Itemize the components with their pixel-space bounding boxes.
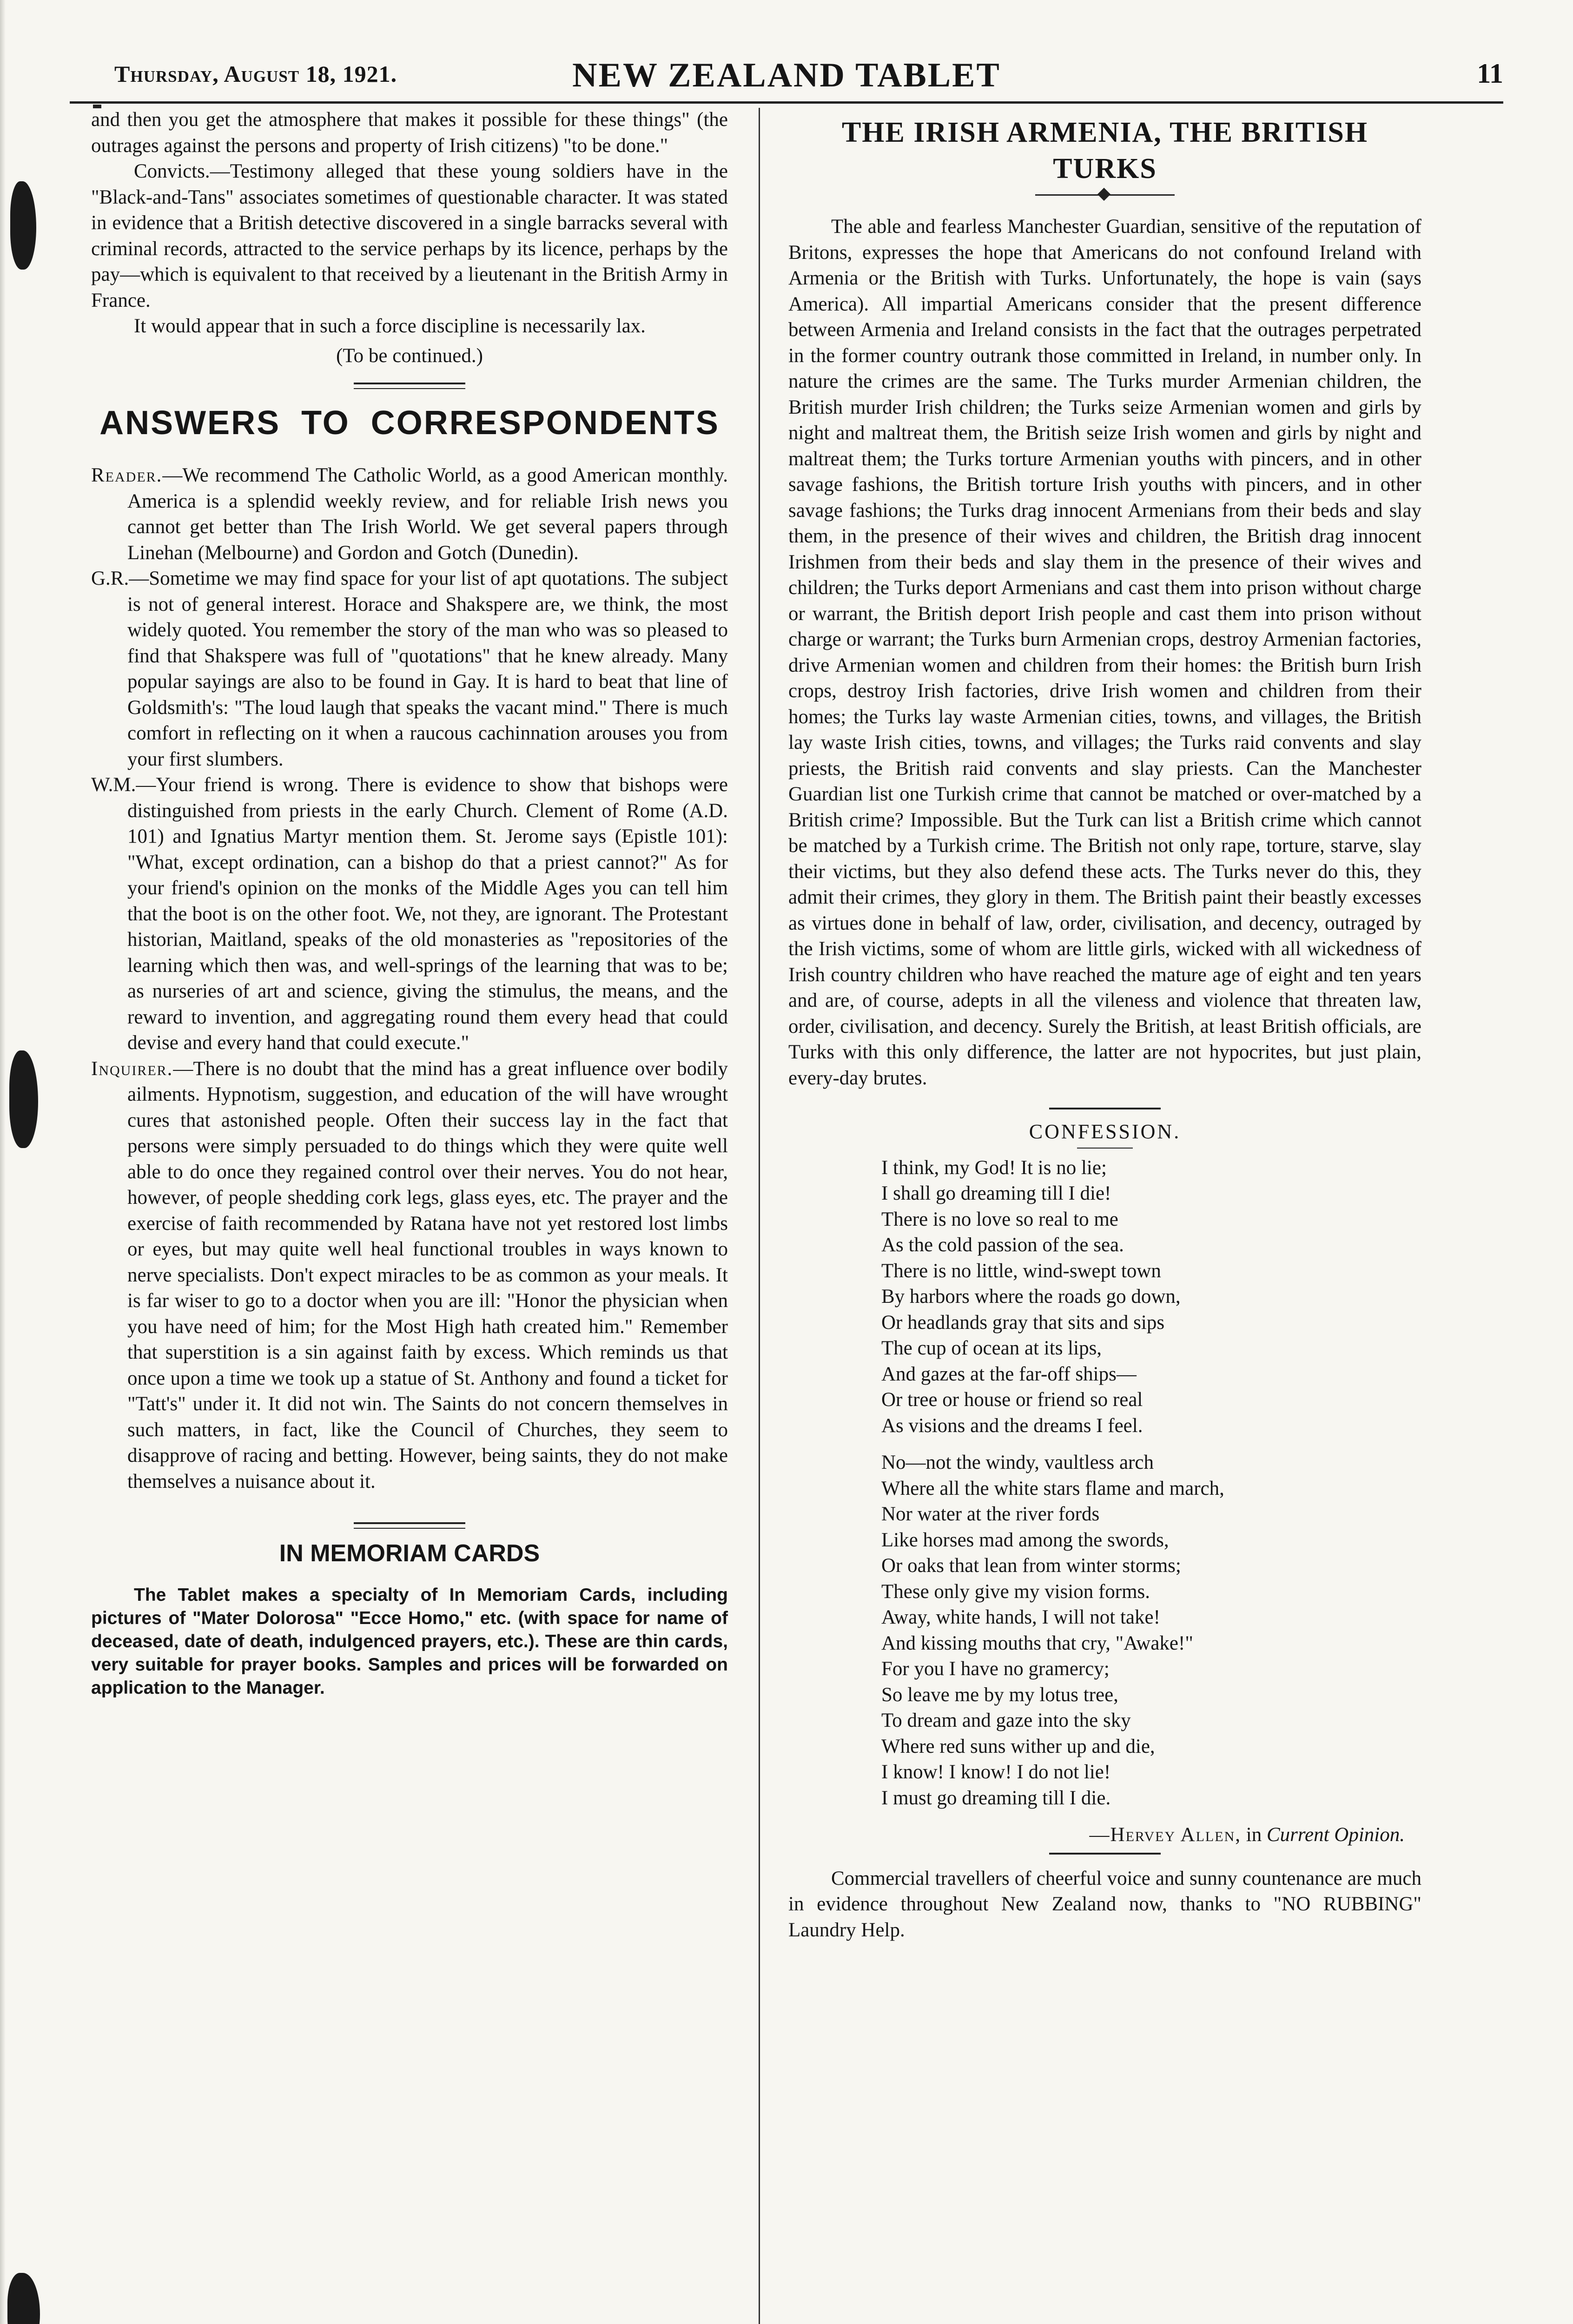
article-heading: THE IRISH ARMENIA, THE BRITISH TURKS <box>841 117 1368 185</box>
poem-line: These only give my vision forms. <box>881 1580 1150 1603</box>
memoriam-notice: The Tablet makes a specialty of In Memoriam Cards, including pictures of "Mater Dolorosa" "Ecce Homo," etc. (with space for name of deceased, date of death, indulgenced prayers, etc.). These are thin cards, very suitable for prayer books. Samples and prices will be forwarded on application to the Manager. <box>91 1585 728 1698</box>
answer-reader <box>91 462 728 566</box>
poem-line: Away, white hands, I will not take! <box>881 1606 1160 1628</box>
poem-line: To dream and gaze into the sky <box>881 1710 1131 1731</box>
poem-line: Or headlands gray that sits and sips <box>881 1311 1165 1334</box>
poem-line: I must go dreaming till I die. <box>881 1787 1111 1809</box>
poem-attribution <box>788 1822 1421 1848</box>
article-body: The able and fearless Manchester Guardian, sensitive of the reputation of Britons, expresses the hope that Americans do not confound Ireland with Armenia or the British with Turks. Unfortunately, the hope is vain (says America). All impartial Americans consider that the present difference between Armenia and Ireland consists in the fact that the outrages perpetrated in the former country outrank those committed in Ireland, in number only. In nature the crimes are the same. The Turks murder Armenian children, the British murder Irish children; the Turks seize Armenian women and girls by night and maltreat them, the British seize Irish women and girls by night and maltreat them; the Turks torture Armenian youths with pincers, and in other savage fashions, the British torture Irish youths with pincers, and in other savage fashions; the Turks drag innocent Armenians from their beds and slay them, in the presence of their wives and children, the British drag innocent Irishmen from their beds and slay them in the presence of their wives and children; the Turks deport Armenians and cast them into prison without charge or warrant, the British deport Irish people and cast them into prison without charge or warrant; the Turks burn Armenian crops, destroy Armenian factories, drive Armenian women and children from their homes: the British burn Irish crops, destroy Irish factories, drive Irish women and children from their homes; the Turks lay waste Armenian cities, towns, and villages, the British lay waste Irish cities, towns, and villages; the Turks raid convents and slay priests, the British raid convents and slay priests. Can the Manchester Guardian list one Turkish crime that cannot be matched or over-matched by a British crime? Impossible. But the Turk can list a British crime which cannot be matched by a Turkish crime. The British not only rape, torture, starve, slay their victims, but they also defend these acts. The Turks never do this, they admit their crimes, they glory in them. The British paint their beastly excesses as virtues done in behalf of law, order, civilisation, and decency, outraged by the Irish victims, some of whom are little girls, wicked with all wickedness of Irish country children who have reached the mature age of eight and ten years and are, of course, adepts in all the vileness and violence that threaten law, order, civilisation, and decency. Surely the British, at least British officials, are Turks with this only difference, the latter are not hypocrites, but just plain, every-day brutes. <box>788 216 1421 1089</box>
answer-wm <box>91 772 728 1056</box>
answer-text: —There is no doubt that the mind has a great influence over bodily ailments. Hypnotism, suggestion, and education of the will have wrought cures that astonished people. Often their success lay in the fact that persons were simply persuaded to do things which they were quite well able to do once they regained control over their nerves. You do not hear, however, of people shedding cork legs, glass eyes, etc. The prayer and the exercise of faith recommended by Ratana have not yet restored lost limbs or eyes, but may quite well heal functional troubles in ways known to nerve specialists. Don't expect miracles to be as common as your meals. It is far wiser to go to a doctor when you are ill: "Honor the physician when you have need of him; for the Most High hath created him." Remember that superstition is a sin against faith by excess. Which reminds us that once upon a time we took up a statue of St. Anthony and found a ticket for "Tatt's" under it. It did not win. The Saints do not concern themselves in such matters, in fact, like the Council of Churches, they seem to disapprove of racing and betting. However, being saints, they do not make themselves a nuisance about it. <box>127 1057 728 1492</box>
margin-stamp-mark <box>10 181 36 270</box>
section-divider <box>1077 1148 1133 1149</box>
section-divider <box>354 388 465 389</box>
poem-line: Like horses mad among the swords, <box>881 1529 1169 1551</box>
poem-line: Nor water at the river fords <box>881 1503 1100 1525</box>
masthead <box>70 51 1503 102</box>
continuation-paragraph: It would appear that in such a force discipline is necessarily lax. <box>134 315 646 337</box>
poem-line: There is no little, wind-swept town <box>881 1260 1161 1282</box>
poem-stanza <box>881 1450 1421 1811</box>
section-divider <box>1049 1108 1161 1109</box>
newspaper-title: NEW ZEALAND TABLET <box>572 56 1001 94</box>
closing-note: Commercial travellers of cheerful voice and sunny countenance are much in evidence throughout New Zealand now, thanks to "NO RUBBING" Laundry Help. <box>788 1867 1421 1941</box>
continuation-paragraph: Convicts.—Testimony alleged that these young soldiers have in the "Black-and-Tans" associates sometimes of questionable character. It was stated in evidence that a British detective discovered in a single barracks several with criminal records, attracted to the service perhaps by its licence, perhaps by the pay—which is equivalent to that received by a lieutenant in the British Army in France. <box>91 160 728 311</box>
correspondent-name: W.M. <box>91 774 136 796</box>
poem-line: I shall go dreaming till I die! <box>881 1182 1111 1204</box>
section-divider <box>1049 1853 1161 1855</box>
poem-line: Where red suns wither up and die, <box>881 1735 1155 1757</box>
correspondent-name: Reader. <box>91 464 163 486</box>
issue-date: Thursday, August 18, 1921. <box>114 61 397 87</box>
diamond-divider <box>1035 189 1175 201</box>
poem-line: There is no love so real to me <box>881 1208 1118 1230</box>
section-divider <box>354 1528 465 1529</box>
right-column <box>788 107 1421 1943</box>
poem-line: I know! I know! I do not lie! <box>881 1761 1111 1783</box>
margin-stamp-mark <box>7 2273 40 2324</box>
answer-text: —Your friend is wrong. There is evidence to show that bishops were distinguished from priests in the early Church. Clement of Rome (A.D. 101) and Ignatius Martyr mention them. St. Jerome says (Epistle 101): "What, except ordination, can a bishop do that a priest cannot?" As for your friend's opinion on the monks of the Middle Ages you can tell him that the boot is on the other foot. We, not they, are ignorant. The Protestant historian, Maitland, speaks of the old monasteries as "repositories of the learning which then was, and well-springs of the learning that was to be; as nurseries of art and science, giving the stimulus, the means, and the reward to invention, and aggregating round them every head that could devise and every hand that could execute." <box>127 774 728 1054</box>
section-divider <box>354 383 465 384</box>
poem-line: So leave me by my lotus tree, <box>881 1684 1118 1706</box>
left-column <box>91 107 728 1700</box>
memoriam-heading: IN MEMORIAM CARDS <box>279 1540 540 1567</box>
column-separator <box>759 108 760 2324</box>
page-edge-shadow <box>0 0 6 2324</box>
masthead-rule <box>70 101 1503 104</box>
poem-line: Where all the white stars flame and march, <box>881 1477 1224 1499</box>
section-divider <box>354 1522 465 1524</box>
poem-line: As the cold passion of the sea. <box>881 1234 1124 1256</box>
poem-attribution-joiner: in <box>1241 1824 1267 1846</box>
poem-line: And gazes at the far-off ships— <box>881 1363 1137 1385</box>
poem-line: Or tree or house or friend so real <box>881 1389 1143 1411</box>
poem-line: I think, my God! It is no lie; <box>881 1156 1107 1179</box>
poem <box>881 1155 1421 1811</box>
poem-line: By harbors where the roads go down, <box>881 1286 1181 1307</box>
margin-stamp-mark <box>9 1050 38 1148</box>
answer-text: —Sometime we may find space for your list of apt quotations. The subject is not of general interest. Horace and Shakspere are, we think, the most widely quoted. You remember the story of the man who was so pleased to find that Shakspere was full of "quotations" that he knew already. Many popular sayings are also to be found in Gay. It is hard to beat that line of Goldsmith's: "The loud laugh that speaks the vacant mind." There is much comfort in reflecting on it when a raucous cachinnation arouses you from your first slumbers. <box>127 568 728 770</box>
poem-stanza <box>881 1155 1421 1439</box>
poem-line: And kissing mouths that cry, "Awake!" <box>881 1632 1193 1654</box>
correspondent-name: Inquirer. <box>91 1057 173 1080</box>
poem-title: CONFESSION. <box>1029 1120 1181 1143</box>
correspondent-name: G.R. <box>91 568 129 589</box>
answer-inquirer <box>91 1056 728 1495</box>
answer-text: —We recommend The Catholic World, as a good American monthly. America is a splendid weekly review, and for reliable Irish news you cannot get better than The Irish World. We get several papers through Linehan (Melbourne) and Gordon and Gotch (Dunedin). <box>127 464 728 564</box>
poem-line: No—not the windy, vaultless arch <box>881 1452 1154 1473</box>
to-be-continued: (To be continued.) <box>336 344 483 367</box>
answer-gr <box>91 566 728 772</box>
answers-heading: ANSWERS TO CORRESPONDENTS <box>99 404 720 442</box>
poem-line: Or oaks that lean from winter storms; <box>881 1555 1181 1577</box>
poem-line: The cup of ocean at its lips, <box>881 1337 1102 1359</box>
poem-line: As visions and the dreams I feel. <box>881 1414 1143 1437</box>
poem-author: —Hervey Allen, <box>1089 1824 1241 1846</box>
poem-source: Current Opinion. <box>1266 1824 1405 1846</box>
poem-line: For you I have no gramercy; <box>881 1658 1110 1680</box>
page-number: 11 <box>1477 58 1503 89</box>
continuation-paragraph: and then you get the atmosphere that makes it possible for these things" (the outrages against the persons and property of Irish citizens) "to be done." <box>91 109 728 157</box>
